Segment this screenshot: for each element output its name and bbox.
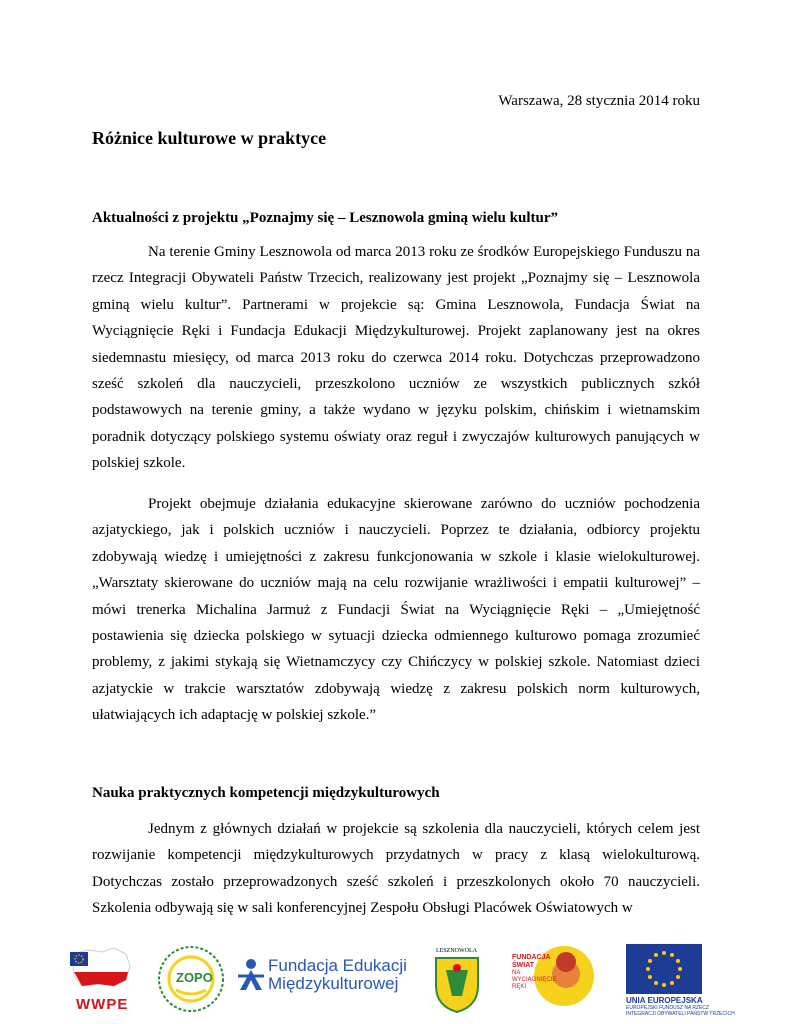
fem-logo-line1: Fundacja Edukacji [268, 956, 407, 975]
lesznowola-crest-text: LESZNOWOLA [436, 948, 477, 954]
swiat-logo-line5: RĘKI [512, 984, 527, 990]
eu-logo-line2: EUROPEJSKI FUNDUSZ NA RZECZ [626, 1005, 710, 1011]
document-title: Różnice kulturowe w praktyce [92, 128, 327, 148]
eu-logo [618, 944, 735, 1018]
zopo-logo-text: ZOPO [176, 970, 213, 985]
paragraph-teacher-training: Jednym z głównych działań w projekcie są szkolenia dla nauczycieli, których celem jest rozwijanie kompetencji międzykulturowych przydatnych w pracy z klasą wielokulturową. Dotychczas zostało przeprowadzonych sześć szkoleń i przeszkolonych około 70 nauczycieli. Szkolenia odbywają się w sali konferencyjnej Zespołu Obsługi Placówek Oświatowych w [92, 821, 700, 917]
footer-logo-bar [60, 940, 740, 1018]
paragraph-project-activities: Projekt obejmuje działania edukacyjne skierowane zarówno do uczniów pochodzenia azjatyckiego, jak i polskich uczniów i nauczycieli. Poprzez te działania, odbiorcy projektu zdobywają wiedzę i umiejętności z zakresu funkcjonowania w szkole i klasie wielokulturowej. „Warsztaty skierowane do uczniów mają na celu rozwijanie wrażliwości i empatii kulturowej” – mówi trenerka Michalina Jarmuż z Fundacji Świat na Wyciągnięcie Ręki – „Umiejętność postawienia się dziecka polskiego w sytuacji dziecka odmiennego kulturowo pomaga zrozumieć problemy, z jakimi stykają się Wietnamczycy czy Chińczycy w polskiej szkole. Natomiast dzieci azjatyckie w trakcie warsztatów zdobywają wiedzę z zakresu polskich norm kulturowych, ułatwiających ich adaptację w polskiej szkole.” [92, 496, 700, 724]
swiat-logo-line2: ŚWIAT [512, 962, 535, 969]
document-date: Warszawa, 28 stycznia 2014 roku [498, 93, 700, 109]
swiat-logo-line3: NA [512, 970, 521, 976]
zopo-logo [156, 944, 226, 1014]
wwpe-logo-text: WWPE [76, 996, 129, 1013]
fem-logo [236, 956, 416, 1006]
paragraph-project-intro: Na terenie Gminy Lesznowola od marca 2013 roku ze środków Europejskiego Funduszu na rzecz Integracji Obywateli Państw Trzecich, realizowany jest projekt „Poznajmy się – Lesznowola gminą wielu kultur”. Partnerami w projekcie są: Gmina Lesznowola, Fundacja Świat na Wyciągnięcie Ręki i Fundacja Edukacji Międzykulturowej. Projekt zaplanowany jest na okres siedemnastu miesięcy, od marca 2013 roku do czerwca 2014 roku. Dotychczas przeprowadzono sześć szkoleń dla nauczycieli, przeszkolono uczniów ze wszystkich publicznych szkół podstawowych na terenie gminy, a także wydano w języku polskim, chińskim i wietnamskim poradnik dotyczący polskiego systemu oświaty oraz reguł i zwyczajów kulturowych panujących w polskiej szkole. [92, 244, 700, 472]
section-heading-project-news: Aktualności z projektu „Poznajmy się – Lesznowola gminą wielu kultur” [92, 210, 558, 226]
section-heading-competencies: Nauka praktycznych kompetencji międzykulturowych [92, 785, 440, 801]
swiat-na-wyciagniecie-reki-logo [510, 942, 596, 1016]
lesznowola-crest-logo [432, 948, 482, 1014]
wwpe-logo [68, 946, 140, 1016]
swiat-logo-line1: FUNDACJA [512, 954, 551, 961]
eu-logo-line3: INTEGRACJI OBYWATELI PAŃSTW TRZECICH [626, 1011, 735, 1017]
eu-logo-line1: UNIA EUROPEJSKA [626, 996, 703, 1005]
fem-logo-line2: Międzykulturowej [268, 974, 399, 993]
swiat-logo-line4: WYCIĄGNIĘCIE [512, 977, 557, 983]
